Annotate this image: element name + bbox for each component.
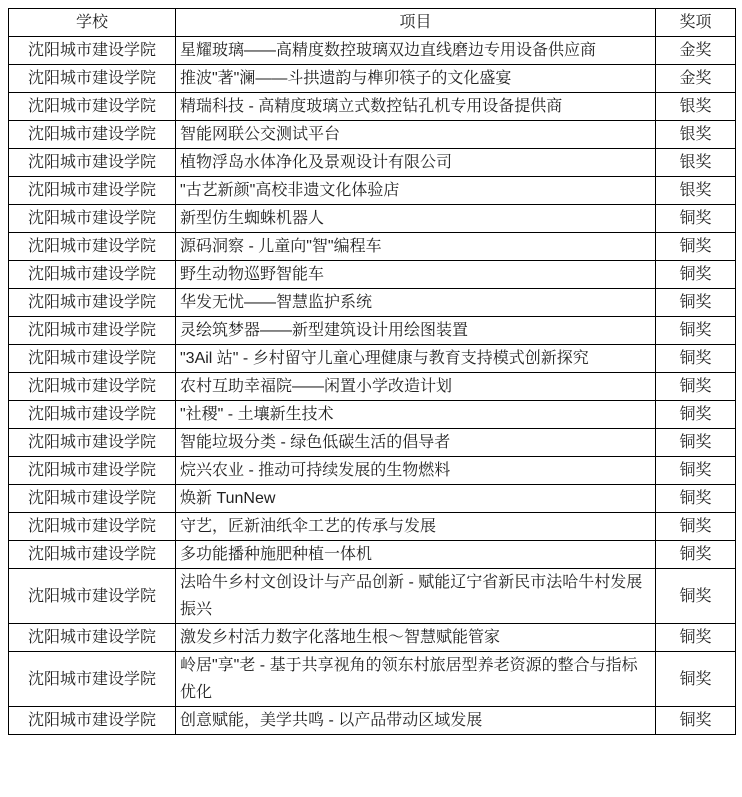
table-row <box>9 485 736 513</box>
table-row <box>9 177 736 205</box>
table-row <box>9 401 736 429</box>
school-cell: 沈阳城市建设学院 <box>9 65 176 93</box>
award-cell: 银奖 <box>656 177 736 205</box>
school-cell: 沈阳城市建设学院 <box>9 457 176 485</box>
project-cell: 农村互助幸福院——闲置小学改造计划 <box>176 373 656 401</box>
project-cell: 守艺，匠新油纸伞工艺的传承与发展 <box>176 513 656 541</box>
table-row <box>9 65 736 93</box>
project-cell: 焕新 TunNew <box>176 485 656 513</box>
project-cell: 源码洞察 - 儿童向"智"编程车 <box>176 233 656 261</box>
school-cell: 沈阳城市建设学院 <box>9 121 176 149</box>
table-row <box>9 429 736 457</box>
school-cell: 沈阳城市建设学院 <box>9 233 176 261</box>
table-row <box>9 261 736 289</box>
table-body <box>9 37 736 735</box>
project-cell: 新型仿生蜘蛛机器人 <box>176 205 656 233</box>
award-cell: 铜奖 <box>656 457 736 485</box>
table-header-row <box>9 9 736 37</box>
award-cell: 银奖 <box>656 149 736 177</box>
award-cell: 铜奖 <box>656 205 736 233</box>
school-cell: 沈阳城市建设学院 <box>9 93 176 121</box>
table-row <box>9 233 736 261</box>
award-cell: 铜奖 <box>656 541 736 569</box>
table-row <box>9 205 736 233</box>
school-cell: 沈阳城市建设学院 <box>9 373 176 401</box>
project-cell: 星耀玻璃——高精度数控玻璃双边直线磨边专用设备供应商 <box>176 37 656 65</box>
award-cell: 铜奖 <box>656 289 736 317</box>
column-header-award: 奖项 <box>656 9 736 37</box>
project-cell: 华发无忧——智慧监护系统 <box>176 289 656 317</box>
award-cell: 金奖 <box>656 65 736 93</box>
award-cell: 金奖 <box>656 37 736 65</box>
table-row <box>9 513 736 541</box>
award-cell: 铜奖 <box>656 373 736 401</box>
project-cell: 创意赋能，美学共鸣 - 以产品带动区域发展 <box>176 707 656 735</box>
table-row <box>9 93 736 121</box>
project-cell: "社稷" - 土壤新生技术 <box>176 401 656 429</box>
table-row <box>9 624 736 652</box>
award-cell: 铜奖 <box>656 569 736 624</box>
project-cell: 灵绘筑梦器——新型建筑设计用绘图装置 <box>176 317 656 345</box>
school-cell: 沈阳城市建设学院 <box>9 317 176 345</box>
project-cell: 岭居"享"老 - 基于共享视角的领东村旅居型养老资源的整合与指标优化 <box>176 652 656 707</box>
project-cell: 法哈牛乡村文创设计与产品创新 - 赋能辽宁省新民市法哈牛村发展振兴 <box>176 569 656 624</box>
award-cell: 铜奖 <box>656 429 736 457</box>
award-cell: 银奖 <box>656 121 736 149</box>
award-cell: 铜奖 <box>656 261 736 289</box>
table-row <box>9 373 736 401</box>
award-results-table <box>8 8 736 735</box>
school-cell: 沈阳城市建设学院 <box>9 541 176 569</box>
school-cell: 沈阳城市建设学院 <box>9 624 176 652</box>
table-row <box>9 121 736 149</box>
award-cell: 铜奖 <box>656 513 736 541</box>
project-cell: "古艺新颜"高校非遗文化体验店 <box>176 177 656 205</box>
table-row <box>9 289 736 317</box>
school-cell: 沈阳城市建设学院 <box>9 289 176 317</box>
table-row <box>9 37 736 65</box>
school-cell: 沈阳城市建设学院 <box>9 149 176 177</box>
school-cell: 沈阳城市建设学院 <box>9 345 176 373</box>
award-cell: 铜奖 <box>656 485 736 513</box>
project-cell: 推波"著"澜——斗拱遗韵与榫卯筷子的文化盛宴 <box>176 65 656 93</box>
table-row <box>9 317 736 345</box>
school-cell: 沈阳城市建设学院 <box>9 569 176 624</box>
project-cell: 野生动物巡野智能车 <box>176 261 656 289</box>
project-cell: 激发乡村活力数字化落地生根～智慧赋能管家 <box>176 624 656 652</box>
school-cell: 沈阳城市建设学院 <box>9 177 176 205</box>
project-cell: 多功能播种施肥种植一体机 <box>176 541 656 569</box>
school-cell: 沈阳城市建设学院 <box>9 37 176 65</box>
table-row <box>9 345 736 373</box>
award-cell: 铜奖 <box>656 233 736 261</box>
school-cell: 沈阳城市建设学院 <box>9 652 176 707</box>
table-row <box>9 457 736 485</box>
award-cell: 铜奖 <box>656 624 736 652</box>
school-cell: 沈阳城市建设学院 <box>9 205 176 233</box>
project-cell: 烷兴农业 - 推动可持续发展的生物燃料 <box>176 457 656 485</box>
project-cell: "3Ail 站" - 乡村留守儿童心理健康与教育支持模式创新探究 <box>176 345 656 373</box>
table-row <box>9 707 736 735</box>
project-cell: 植物浮岛水体净化及景观设计有限公司 <box>176 149 656 177</box>
school-cell: 沈阳城市建设学院 <box>9 513 176 541</box>
table-row <box>9 652 736 707</box>
table-row <box>9 541 736 569</box>
column-header-project: 项目 <box>176 9 656 37</box>
award-cell: 铜奖 <box>656 652 736 707</box>
table-row <box>9 149 736 177</box>
school-cell: 沈阳城市建设学院 <box>9 485 176 513</box>
award-cell: 铜奖 <box>656 401 736 429</box>
school-cell: 沈阳城市建设学院 <box>9 261 176 289</box>
table-row <box>9 569 736 624</box>
award-cell: 铜奖 <box>656 707 736 735</box>
award-cell: 铜奖 <box>656 317 736 345</box>
school-cell: 沈阳城市建设学院 <box>9 401 176 429</box>
column-header-school: 学校 <box>9 9 176 37</box>
award-cell: 铜奖 <box>656 345 736 373</box>
project-cell: 智能网联公交测试平台 <box>176 121 656 149</box>
award-cell: 银奖 <box>656 93 736 121</box>
school-cell: 沈阳城市建设学院 <box>9 707 176 735</box>
project-cell: 智能垃圾分类 - 绿色低碳生活的倡导者 <box>176 429 656 457</box>
school-cell: 沈阳城市建设学院 <box>9 429 176 457</box>
project-cell: 精瑞科技 - 高精度玻璃立式数控钻孔机专用设备提供商 <box>176 93 656 121</box>
